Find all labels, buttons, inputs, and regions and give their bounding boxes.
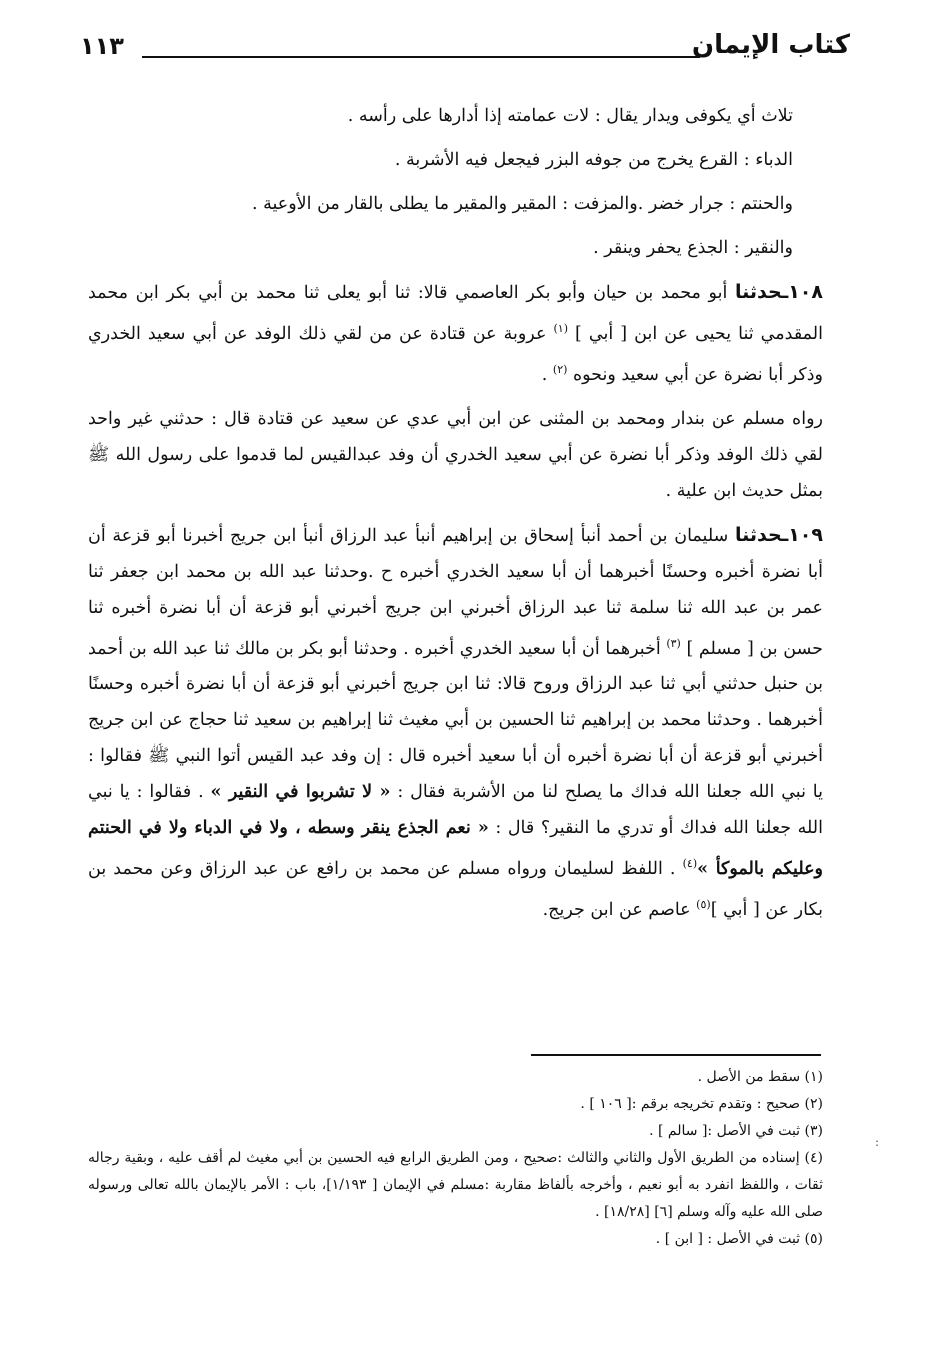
footnote (88, 1226, 823, 1253)
footnote (88, 1091, 823, 1118)
page-number: ١١٣ (80, 32, 124, 60)
margin-mark: : (875, 1135, 880, 1149)
footnote-separator (531, 1054, 821, 1056)
footnotes (88, 1064, 823, 1253)
footnote-text: إسناده من الطريق الأول والثاني والثالث :صحيح ، ومن الطريق الرابع فيه الحسين بن أبي مغيث لم أقف عليه ، وبقية رجاله ثقات ، واللفظ انفرد به أبو نعيم ، وأخرجه بألفاظ مقاربة :مسلم في الإيمان [ ١/١٩٣]، باب : الأمر بالإيمان بالله تعالى ورسوله صلى الله عليه وآله وسلم [٦] [١٨/٢٨] . (88, 1150, 823, 1220)
footnote-number: (٤) (804, 1150, 823, 1166)
hadith-number: ١٠٨ـ (781, 281, 823, 303)
footnote-ref[interactable]: (٥) (696, 898, 711, 912)
hadith-109 (88, 517, 823, 928)
footnote-number: (١) (804, 1069, 823, 1085)
hadith-text: . اللفظ لسليمان ورواه مسلم عن محمد بن رافع عن عبد الرزاق وعن محمد بن بكار عن [ أبي ] (88, 859, 823, 921)
hadith-keyword: حدثنا (735, 281, 782, 303)
hadith-text: عروبة عن قتادة عن من لقي ذلك الوفد عن أبي سعيد الخدري وذكر أبا نضرة عن أبي سعيد ونحوه (88, 323, 823, 385)
hadith-108 (88, 274, 823, 393)
hadith-text: أبو محمد بن حيان وأبو بكر العاصمي قالا: ثنا أبو يعلى ثنا محمد بن أبي بكر ابن محمد المقدمي ثنا يحيى عن ابن [ أبي ] (88, 283, 823, 344)
book-title: كتاب الإيمان (691, 30, 850, 60)
footnote-number: (٢) (804, 1096, 823, 1112)
main-text (88, 98, 823, 936)
riwaya-paragraph: رواه مسلم عن بندار ومحمد بن المثنى عن ابن أبي عدي عن سعيد عن قتادة قال : حدثني غير واحد لقي ذلك الوفد وذكر أبا نضرة عن أبي سعيد الخدري أن وفد عبدالقيس لما قدموا على رسول الله ﷺ بمثل حديث ابن علية . (88, 408, 823, 501)
footnote (88, 1064, 823, 1091)
hadith-text: . فقالوا : يا نبي الله جعلنا الله فداك أو تدري ما النقير؟ قال : (88, 782, 823, 839)
hadith-text: سليمان بن أحمد أنبأ إسحاق بن إبراهيم أنبأ عبد الرزاق أنبأ ابن جريج أخبرنا أبو قزعة أن أبا نضرة أخبره وحسنًا أخبرهما أن أبا سعيد الخدري أخبره ح .وحدثنا عبد الله بن محمد ابن جعفر ثنا عمر بن عبد الله ثنا سلمة ثنا عبد الرزاق أخبرني ابن جريج أخبرني أبو قزعة أن أبا نضرة أخبره ثنا حسن بن [ مسلم ] (88, 525, 823, 659)
prophet-saying: « لا تشربوا في النقير » (210, 782, 391, 803)
prophet-saying: « نعم الجذع ينقر وسطه ، ولا في الدباء ولا في الحنتم وعليكم بالموكأ » (88, 818, 824, 880)
hadith-text: أخبرهما أن أبا سعيد الخدري أخبره . وحدثنا أبو بكر بن مالك ثنا عبد الله بن أحمد بن حنبل حدثني أبي ثنا عبد الرزاق وروح قالا: ثنا ابن جريج أخبرني أبو قزعة أن أبا نضرة أخبره وحسنًا أخبرهما . وحدثنا محمد بن إبراهيم ثنا الحسين بن أبي مغيث ثنا إبراهيم بن سعيد ثنا حجاج عن ابن جريج أخبرني أبو قزعة أن أبا نضرة أخبره أن أبا سعيد أخبره قال : إن وفد عبد القيس أتوا النبي ﷺ فقالوا : يا نبي الله جعلنا الله فداك ما يصلح لنا من الأشربة فقال : (88, 638, 824, 803)
footnote-number: (٥) (804, 1231, 823, 1247)
footnote-text: سقط من الأصل . (697, 1069, 801, 1085)
footnote-ref[interactable]: (١) (553, 322, 568, 335)
footnote-ref[interactable]: (٤) (682, 857, 698, 871)
footnote-text: ثبت في الأصل :[ سالم ] . (649, 1123, 801, 1139)
gloss-line: والحنتم : جرار خضر .والمزفت : المقير والمقير ما يطلى بالقار من الأوعية . (251, 194, 793, 214)
hadith-number: ١٠٩ـ (781, 523, 823, 546)
hadith-keyword: حدثنا (735, 523, 782, 546)
footnote (88, 1145, 823, 1226)
hadith-text: . (541, 364, 553, 385)
footnote-text: ثبت في الأصل : [ ابن ] . (655, 1231, 801, 1247)
footnote-number: (٣) (804, 1123, 823, 1139)
footnote-ref[interactable]: (٣) (666, 636, 681, 650)
footnote (88, 1118, 823, 1145)
footnote-ref[interactable]: (٢) (552, 362, 568, 376)
footnote-text: صحيح : وتقدم تخريجه برقم :[ ١٠٦ ] . (580, 1096, 801, 1112)
header-rule (142, 56, 700, 58)
gloss-line: والنقير : الجذع يحفر وينقر . (593, 238, 793, 258)
gloss-line: الدباء : القرع يخرج من جوفه البزر فيجعل فيه الأشربة . (394, 150, 793, 170)
page-header (80, 22, 850, 66)
gloss-line: تلاث أي يكوفى ويدار يقال : لات عمامته إذا أدارها على رأسه . (347, 106, 793, 126)
hadith-text: عاصم عن ابن جريج. (542, 900, 697, 921)
